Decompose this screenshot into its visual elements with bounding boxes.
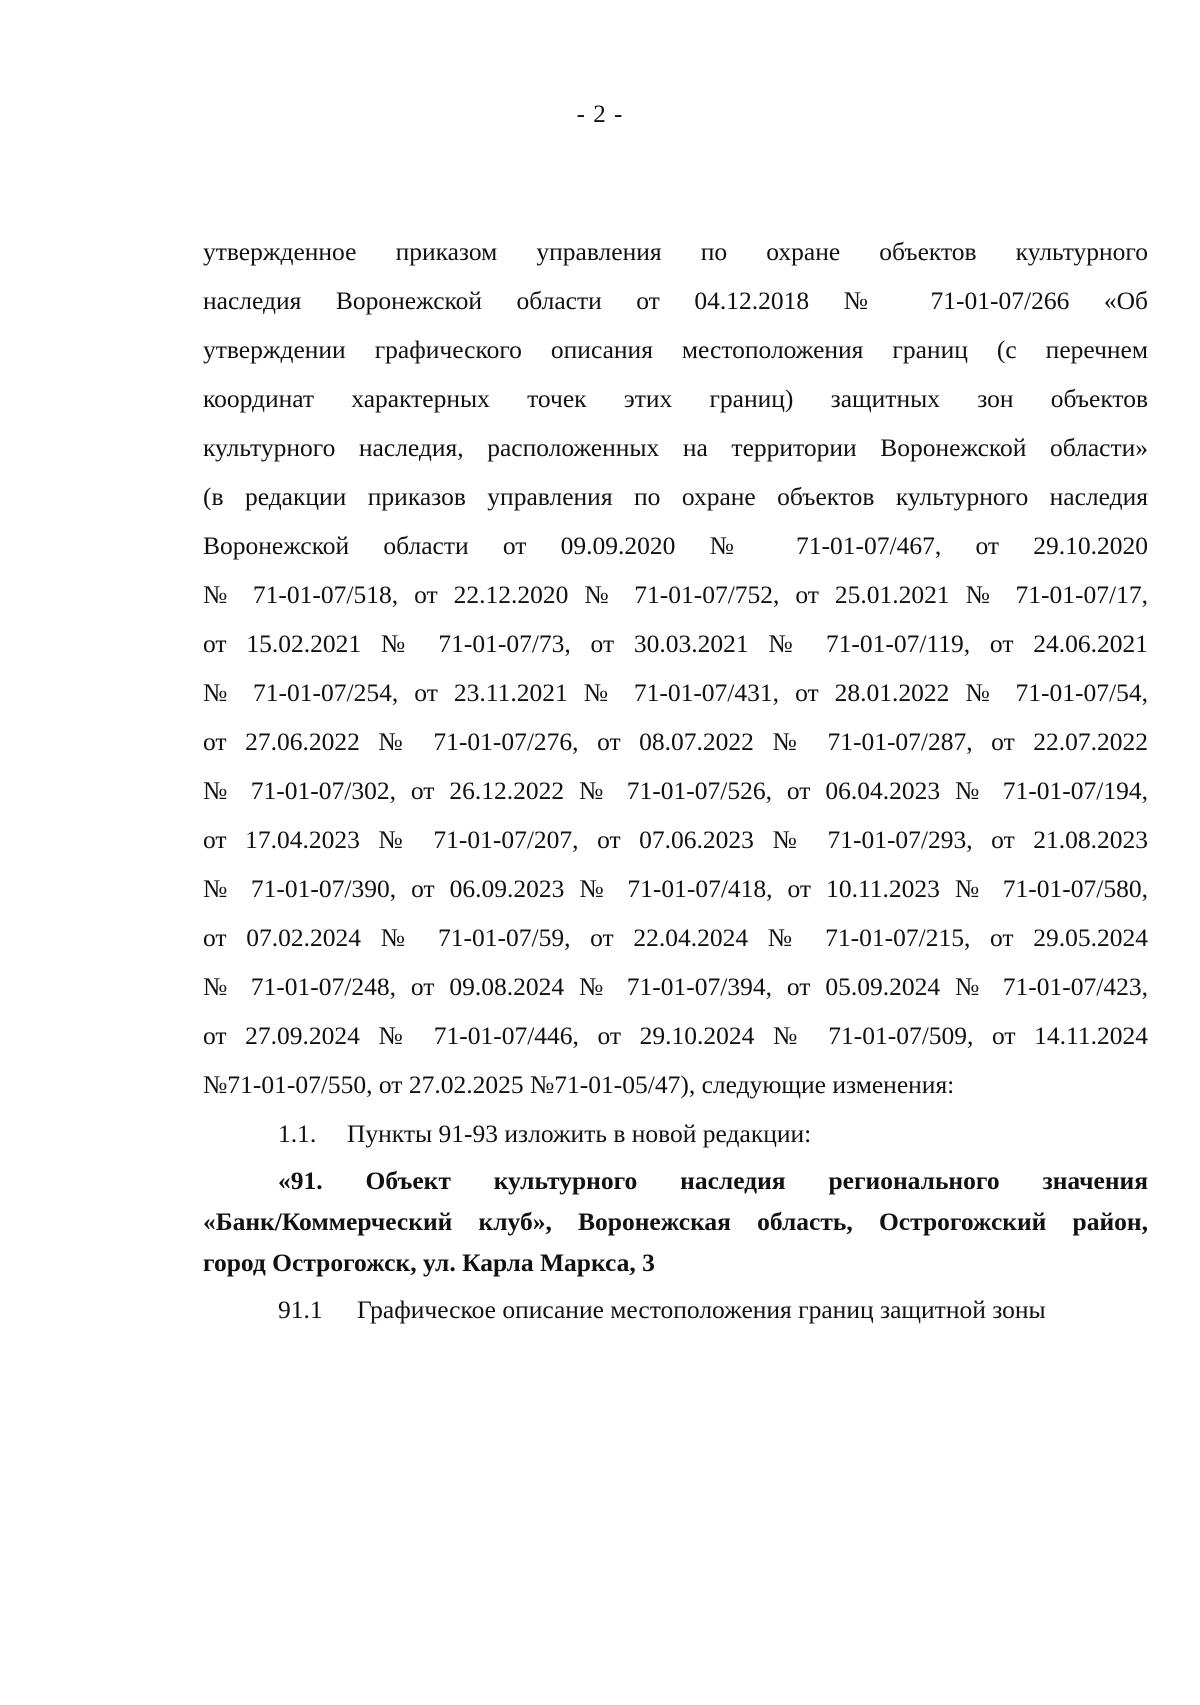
item-91-heading-line: «91. Объект культурного наследия регионального значения [278,1166,1148,1195]
paragraph-line: № 71-01-07/248, от 09.08.2024 № 71-01-07/394, от 05.09.2024 № 71-01-07/423, [203,972,1148,1001]
paragraph-line: утверждении графического описания местоположения границ (с перечнем [203,335,1148,364]
paragraph-line: № 71-01-07/302, от 26.12.2022 № 71-01-07/526, от 06.04.2023 № 71-01-07/194, [203,776,1148,805]
paragraph-line: № 71-01-07/390, от 06.09.2023 № 71-01-07/418, от 10.11.2023 № 71-01-07/580, [203,874,1148,903]
amendment-paragraph [203,227,1148,1109]
paragraph-line: утвержденное приказом управления по охране объектов культурного [203,237,1148,266]
paragraph-line: от 27.09.2024 № 71-01-07/446, от 29.10.2024 № 71-01-07/509, от 14.11.2024 [203,1021,1148,1050]
item-91-1-text: Графическое описание местоположения границ защитной зоны [357,1295,1046,1324]
paragraph-line: № 71-01-07/518, от 22.12.2020 № 71-01-07/752, от 25.01.2021 № 71-01-07/17, [203,580,1148,609]
paragraph-line: № 71-01-07/254, от 23.11.2021 № 71-01-07/431, от 28.01.2022 № 71-01-07/54, [203,678,1148,707]
paragraph-line-last: №71-01-07/550, от 27.02.2025 №71-01-05/47), следующие изменения: [203,1070,955,1099]
item-1-1 [278,1109,811,1158]
item-91-1 [278,1285,1046,1334]
paragraph-line: наследия Воронежской области от 04.12.2018 № 71-01-07/266 «Об [203,286,1148,315]
page-number: - 2 - [576,101,624,128]
paragraph-line: (в редакции приказов управления по охране объектов культурного наследия [203,482,1148,511]
paragraph-line: от 27.06.2022 № 71-01-07/276, от 08.07.2022 № 71-01-07/287, от 22.07.2022 [203,727,1148,756]
paragraph-line: от 17.04.2023 № 71-01-07/207, от 07.06.2023 № 71-01-07/293, от 21.08.2023 [203,825,1148,854]
item-1-1-text: Пункты 91-93 изложить в новой редакции: [347,1119,812,1148]
paragraph-line: от 07.02.2024 № 71-01-07/59, от 22.04.2024 № 71-01-07/215, от 29.05.2024 [203,923,1148,952]
item-91-1-number: 91.1 [278,1295,323,1324]
item-91-heading-line: «Банк/Коммерческий клуб», Воронежская область, Острогожский район, [203,1207,1148,1236]
item-1-1-number: 1.1. [278,1119,317,1148]
item-91-heading-line: город Острогожск, ул. Карла Маркса, 3 [203,1248,655,1277]
paragraph-line: от 15.02.2021 № 71-01-07/73, от 30.03.2021 № 71-01-07/119, от 24.06.2021 [203,629,1148,658]
paragraph-line: культурного наследия, расположенных на территории Воронежской области» [203,433,1148,462]
paragraph-line: Воронежской области от 09.09.2020 № 71-01-07/467, от 29.10.2020 [203,531,1148,560]
item-91-heading [203,1160,1148,1283]
paragraph-line: координат характерных точек этих границ) защитных зон объектов [203,384,1148,413]
